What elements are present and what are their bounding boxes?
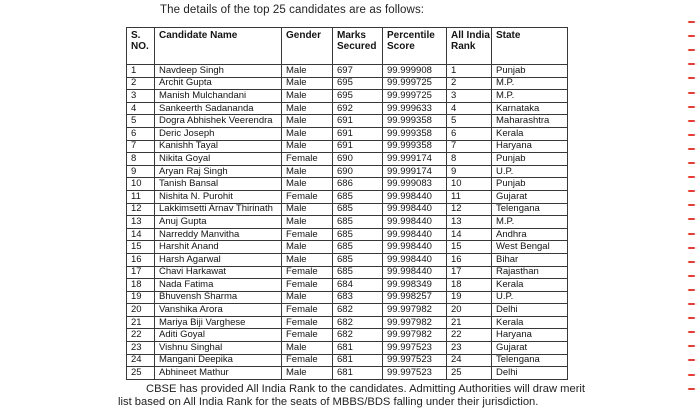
cell-candidate-name: Tanish Bansal [155, 178, 282, 191]
red-dash-marker [688, 162, 695, 164]
cell-candidate-name: Deric Joseph [155, 127, 282, 140]
cell-state: West Bengal [492, 241, 568, 254]
cell-all-india-rank: 18 [447, 279, 492, 292]
cell-marks-secured: 685 [333, 228, 383, 241]
cell-percentile-score: 99.998440 [383, 228, 447, 241]
table-row [127, 291, 568, 304]
cell-percentile-score: 99.998257 [383, 291, 447, 304]
cell-candidate-name: Harshit Anand [155, 241, 282, 254]
cell-all-india-rank: 2 [447, 77, 492, 90]
cell-sno: 4 [127, 102, 155, 115]
cell-marks-secured: 691 [333, 140, 383, 153]
cell-gender: Female [282, 316, 333, 329]
cell-percentile-score: 99.998349 [383, 279, 447, 292]
cell-percentile-score: 99.999358 [383, 140, 447, 153]
cell-marks-secured: 691 [333, 115, 383, 128]
cell-sno: 10 [127, 178, 155, 191]
cell-marks-secured: 690 [333, 165, 383, 178]
cell-candidate-name: Narreddy Manvitha [155, 228, 282, 241]
table-row [127, 127, 568, 140]
cell-state: Gujarat [492, 342, 568, 355]
cell-marks-secured: 685 [333, 253, 383, 266]
table-row [127, 203, 568, 216]
red-dash-marker [688, 49, 695, 51]
cell-percentile-score: 99.999725 [383, 90, 447, 103]
cell-state: Haryana [492, 329, 568, 342]
table-body [127, 65, 568, 380]
cell-all-india-rank: 21 [447, 316, 492, 329]
cell-candidate-name: Nada Fatima [155, 279, 282, 292]
cell-gender: Male [282, 216, 333, 229]
cell-gender: Male [282, 102, 333, 115]
cell-state: Karnataka [492, 102, 568, 115]
cell-all-india-rank: 1 [447, 65, 492, 78]
cell-state: M.P. [492, 90, 568, 103]
cell-percentile-score: 99.999358 [383, 115, 447, 128]
table-row [127, 190, 568, 203]
cell-state: M.P. [492, 77, 568, 90]
cell-gender: Male [282, 342, 333, 355]
cell-marks-secured: 681 [333, 342, 383, 355]
cell-marks-secured: 685 [333, 241, 383, 254]
red-dash-marker [688, 190, 695, 192]
cell-state: Rajasthan [492, 266, 568, 279]
table-row [127, 279, 568, 292]
red-dash-marker [688, 345, 695, 347]
cell-all-india-rank: 24 [447, 354, 492, 367]
table-row [127, 253, 568, 266]
cell-gender: Male [282, 165, 333, 178]
cell-percentile-score: 99.999083 [383, 178, 447, 191]
cell-candidate-name: Manish Mulchandani [155, 90, 282, 103]
red-dash-marker [688, 275, 695, 277]
column-header-sno: S. NO. [127, 28, 155, 65]
cell-gender: Female [282, 266, 333, 279]
footer-note: CBSE has provided All India Rank to the candidates. Admitting Authorities will draw merit list based on All India Rank for the seats of MBBS/BDS falling under their jurisdiction. [118, 383, 586, 408]
table-row [127, 178, 568, 191]
cell-all-india-rank: 16 [447, 253, 492, 266]
cell-marks-secured: 682 [333, 329, 383, 342]
cell-state: Kerala [492, 127, 568, 140]
cell-marks-secured: 681 [333, 354, 383, 367]
cell-marks-secured: 685 [333, 190, 383, 203]
red-dash-marker [688, 35, 695, 37]
cell-all-india-rank: 25 [447, 367, 492, 380]
cell-gender: Female [282, 329, 333, 342]
table-row [127, 165, 568, 178]
cell-state: Kerala [492, 279, 568, 292]
cell-candidate-name: Nishita N. Purohit [155, 190, 282, 203]
cell-marks-secured: 681 [333, 367, 383, 380]
table-row [127, 115, 568, 128]
cell-sno: 11 [127, 190, 155, 203]
cell-state: Kerala [492, 316, 568, 329]
table-row [127, 90, 568, 103]
candidates-table [126, 27, 568, 380]
red-dash-marker [688, 92, 695, 94]
cell-candidate-name: Vishnu Singhal [155, 342, 282, 355]
cell-marks-secured: 682 [333, 304, 383, 317]
cell-sno: 24 [127, 354, 155, 367]
cell-all-india-rank: 20 [447, 304, 492, 317]
cell-sno: 7 [127, 140, 155, 153]
table-row [127, 266, 568, 279]
cell-sno: 5 [127, 115, 155, 128]
cell-gender: Male [282, 241, 333, 254]
cell-state: Delhi [492, 304, 568, 317]
cell-candidate-name: Chavi Harkawat [155, 266, 282, 279]
cell-candidate-name: Vanshika Arora [155, 304, 282, 317]
cell-gender: Male [282, 178, 333, 191]
red-dash-marker [688, 148, 695, 150]
cell-percentile-score: 99.998440 [383, 190, 447, 203]
page-title: The details of the top 25 candidates are as follows: [160, 4, 425, 16]
cell-state: Andhra [492, 228, 568, 241]
table-row [127, 304, 568, 317]
cell-percentile-score: 99.999725 [383, 77, 447, 90]
cell-marks-secured: 690 [333, 153, 383, 166]
cell-all-india-rank: 4 [447, 102, 492, 115]
cell-sno: 25 [127, 367, 155, 380]
cell-sno: 20 [127, 304, 155, 317]
cell-sno: 13 [127, 216, 155, 229]
cell-all-india-rank: 10 [447, 178, 492, 191]
red-dash-marker [688, 106, 695, 108]
cell-percentile-score: 99.997523 [383, 342, 447, 355]
red-dash-marker [688, 77, 695, 79]
cell-sno: 23 [127, 342, 155, 355]
cell-all-india-rank: 11 [447, 190, 492, 203]
cell-all-india-rank: 5 [447, 115, 492, 128]
column-header-percentile-score: Percentile Score [383, 28, 447, 65]
cell-all-india-rank: 3 [447, 90, 492, 103]
cell-percentile-score: 99.998440 [383, 266, 447, 279]
cell-gender: Female [282, 190, 333, 203]
cell-percentile-score: 99.997982 [383, 304, 447, 317]
red-dash-marker [688, 261, 695, 263]
cell-state: Telengana [492, 203, 568, 216]
cell-gender: Female [282, 279, 333, 292]
cell-sno: 9 [127, 165, 155, 178]
cell-state: Haryana [492, 140, 568, 153]
cell-marks-secured: 695 [333, 77, 383, 90]
cell-candidate-name: Sankeerth Sadananda [155, 102, 282, 115]
cell-all-india-rank: 7 [447, 140, 492, 153]
cell-percentile-score: 99.998440 [383, 241, 447, 254]
cell-gender: Male [282, 367, 333, 380]
cell-all-india-rank: 8 [447, 153, 492, 166]
cell-candidate-name: Navdeep Singh [155, 65, 282, 78]
red-dash-marker [688, 303, 695, 305]
cell-sno: 16 [127, 253, 155, 266]
cell-all-india-rank: 6 [447, 127, 492, 140]
cell-sno: 2 [127, 77, 155, 90]
red-dash-marker [688, 204, 695, 206]
cell-marks-secured: 683 [333, 291, 383, 304]
cell-state: Punjab [492, 178, 568, 191]
cell-state: M.P. [492, 216, 568, 229]
column-header-candidate-name: Candidate Name [155, 28, 282, 65]
red-dash-marker [688, 331, 695, 333]
cell-candidate-name: Aditi Goyal [155, 329, 282, 342]
cell-all-india-rank: 22 [447, 329, 492, 342]
cell-all-india-rank: 15 [447, 241, 492, 254]
table-header [127, 28, 568, 65]
cell-sno: 6 [127, 127, 155, 140]
cell-gender: Male [282, 90, 333, 103]
cell-gender: Male [282, 253, 333, 266]
cell-candidate-name: Aryan Raj Singh [155, 165, 282, 178]
red-dash-marker [688, 120, 695, 122]
red-dash-marker [688, 317, 695, 319]
red-dash-marker [688, 176, 695, 178]
cell-percentile-score: 99.999174 [383, 153, 447, 166]
table-row [127, 77, 568, 90]
cell-candidate-name: Lakkimsetti Arnav Thirinath [155, 203, 282, 216]
column-header-state: State [492, 28, 568, 65]
cell-all-india-rank: 23 [447, 342, 492, 355]
header-row [127, 28, 568, 65]
red-dash-marker [688, 289, 695, 291]
cell-gender: Male [282, 77, 333, 90]
cell-marks-secured: 682 [333, 316, 383, 329]
cell-marks-secured: 691 [333, 127, 383, 140]
cell-all-india-rank: 13 [447, 216, 492, 229]
cell-state: Maharashtra [492, 115, 568, 128]
cell-gender: Female [282, 153, 333, 166]
table-row [127, 140, 568, 153]
cell-percentile-score: 99.999908 [383, 65, 447, 78]
cell-sno: 18 [127, 279, 155, 292]
table-row [127, 241, 568, 254]
cell-all-india-rank: 17 [447, 266, 492, 279]
cell-marks-secured: 684 [333, 279, 383, 292]
cell-sno: 12 [127, 203, 155, 216]
table-row [127, 329, 568, 342]
cell-gender: Male [282, 291, 333, 304]
cell-candidate-name: Harsh Agarwal [155, 253, 282, 266]
cell-percentile-score: 99.997982 [383, 329, 447, 342]
cell-percentile-score: 99.997523 [383, 354, 447, 367]
cell-candidate-name: Mangani Deepika [155, 354, 282, 367]
cell-state: Delhi [492, 367, 568, 380]
red-dash-marker [688, 359, 695, 361]
cell-candidate-name: Dogra Abhishek Veerendra [155, 115, 282, 128]
cell-percentile-score: 99.999633 [383, 102, 447, 115]
red-dash-marker [688, 388, 695, 390]
table-row [127, 316, 568, 329]
cell-marks-secured: 685 [333, 266, 383, 279]
cell-percentile-score: 99.999174 [383, 165, 447, 178]
cell-marks-secured: 685 [333, 203, 383, 216]
column-header-gender: Gender [282, 28, 333, 65]
red-dash-marker [688, 233, 695, 235]
cell-marks-secured: 697 [333, 65, 383, 78]
cell-marks-secured: 686 [333, 178, 383, 191]
cell-candidate-name: Kanishh Tayal [155, 140, 282, 153]
cell-sno: 8 [127, 153, 155, 166]
column-header-marks-secured: Marks Secured [333, 28, 383, 65]
table-row [127, 342, 568, 355]
cell-state: Gujarat [492, 190, 568, 203]
cell-gender: Male [282, 140, 333, 153]
cell-sno: 1 [127, 65, 155, 78]
cell-all-india-rank: 14 [447, 228, 492, 241]
cell-candidate-name: Bhuvensh Sharma [155, 291, 282, 304]
cell-gender: Female [282, 228, 333, 241]
column-header-all-india-rank: All India Rank [447, 28, 492, 65]
cell-state: U.P. [492, 165, 568, 178]
cell-all-india-rank: 9 [447, 165, 492, 178]
cell-percentile-score: 99.998440 [383, 216, 447, 229]
cell-all-india-rank: 19 [447, 291, 492, 304]
cell-candidate-name: Abhineet Mathur [155, 367, 282, 380]
cell-candidate-name: Mariya Biji Varghese [155, 316, 282, 329]
cell-marks-secured: 692 [333, 102, 383, 115]
red-dash-marker [688, 374, 695, 376]
cell-sno: 17 [127, 266, 155, 279]
cell-state: Punjab [492, 153, 568, 166]
cell-marks-secured: 685 [333, 216, 383, 229]
table-row [127, 153, 568, 166]
table-row [127, 102, 568, 115]
cell-gender: Male [282, 115, 333, 128]
cell-percentile-score: 99.997982 [383, 316, 447, 329]
cell-state: Punjab [492, 65, 568, 78]
cell-candidate-name: Nikita Goyal [155, 153, 282, 166]
cell-sno: 15 [127, 241, 155, 254]
cell-percentile-score: 99.997523 [383, 367, 447, 380]
red-dash-marker [688, 247, 695, 249]
cell-marks-secured: 695 [333, 90, 383, 103]
cell-gender: Male [282, 65, 333, 78]
red-dash-marker [688, 21, 695, 23]
cell-percentile-score: 99.999358 [383, 127, 447, 140]
table-row [127, 65, 568, 78]
cell-sno: 21 [127, 316, 155, 329]
table-row [127, 228, 568, 241]
cell-sno: 19 [127, 291, 155, 304]
cell-state: Telengana [492, 354, 568, 367]
red-dash-marker [688, 218, 695, 220]
red-dash-marker [688, 134, 695, 136]
cell-state: Bihar [492, 253, 568, 266]
cell-sno: 3 [127, 90, 155, 103]
cell-candidate-name: Anuj Gupta [155, 216, 282, 229]
cell-sno: 14 [127, 228, 155, 241]
cell-candidate-name: Archit Gupta [155, 77, 282, 90]
cell-gender: Female [282, 304, 333, 317]
cell-percentile-score: 99.998440 [383, 253, 447, 266]
cell-percentile-score: 99.998440 [383, 203, 447, 216]
cell-all-india-rank: 12 [447, 203, 492, 216]
cell-state: U.P. [492, 291, 568, 304]
table-row [127, 216, 568, 229]
cell-gender: Male [282, 203, 333, 216]
cell-gender: Male [282, 127, 333, 140]
cell-gender: Female [282, 354, 333, 367]
cell-sno: 22 [127, 329, 155, 342]
table-row [127, 367, 568, 380]
red-dash-marker [688, 63, 695, 65]
table-row [127, 354, 568, 367]
